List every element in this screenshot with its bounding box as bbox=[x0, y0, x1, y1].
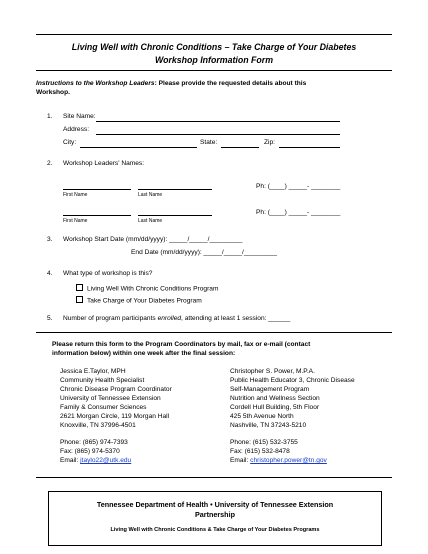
city-label: City: bbox=[63, 139, 77, 146]
zip-label: Zip: bbox=[264, 139, 275, 146]
contact-right-fax: Fax: (615) 532-8478 bbox=[230, 448, 290, 455]
start-date-field[interactable]: Workshop Start Date (mm/dd/yyyy): _____/_____/_________ bbox=[63, 236, 243, 243]
section-rule bbox=[36, 332, 392, 333]
contact-left-line: University of Tennessee Extension bbox=[60, 395, 161, 402]
address-label: Address: bbox=[63, 126, 90, 133]
leader2-first-name-caption: First Name bbox=[63, 218, 88, 224]
contact-right-line: Public Health Educator 3, Chronic Disease bbox=[230, 377, 355, 384]
contact-left-fax: Fax: (865) 974-5370 bbox=[60, 448, 120, 455]
leader2-first-name-field[interactable] bbox=[63, 215, 131, 216]
instructions-line2: Workshop. bbox=[36, 89, 70, 96]
option-take-charge[interactable] bbox=[76, 296, 202, 305]
q2-number: 2. bbox=[47, 160, 53, 167]
contact-left-line: 2621 Morgan Circle, 119 Morgan Hall bbox=[60, 413, 170, 420]
title-rule bbox=[36, 70, 392, 71]
option-living-well[interactable] bbox=[76, 284, 218, 293]
q5-text-em: enrolled bbox=[157, 315, 182, 322]
contact-left-phone: Phone: (865) 974-7393 bbox=[60, 439, 128, 446]
contact-right bbox=[230, 367, 355, 430]
contact-right-line: Nashville, TN 37243-5210 bbox=[230, 422, 307, 429]
workshop-type-label: What type of workshop is this? bbox=[63, 270, 153, 277]
leader1-first-name-caption: First Name bbox=[63, 192, 88, 198]
footer-rule bbox=[36, 477, 392, 478]
footer-line3: Living Well with Chronic Conditions & Take Charge of Your Diabetes Programs bbox=[110, 527, 320, 533]
form-title-line2: Workshop Information Form bbox=[154, 55, 274, 65]
instructions-lead: Instructions to the Workshop Leaders bbox=[36, 80, 155, 87]
contact-left-line: Community Health Specialist bbox=[60, 377, 145, 384]
contact-right-comm bbox=[230, 438, 327, 465]
contact-left bbox=[60, 367, 172, 430]
email-label: Email: bbox=[230, 457, 251, 464]
q5-number: 5. bbox=[47, 315, 53, 322]
address-field[interactable] bbox=[96, 134, 340, 135]
contact-left-line: Family & Consumer Sciences bbox=[60, 404, 147, 411]
q4-number: 4. bbox=[47, 270, 53, 277]
return-instructions-line1: Please return this form to the Program Coordinators by mail, fax or e-mail (contact bbox=[52, 341, 311, 348]
option-label: Living Well With Chronic Conditions Program bbox=[87, 285, 219, 293]
checkbox[interactable] bbox=[76, 284, 83, 291]
leader1-first-name-field[interactable] bbox=[63, 189, 131, 190]
contact-left-email-link[interactable]: jtaylo22@utk.edu bbox=[80, 457, 132, 464]
contact-left-line: Knoxville, TN 37996-4501 bbox=[60, 422, 136, 429]
state-field[interactable] bbox=[221, 147, 259, 148]
leader2-last-name-field[interactable] bbox=[138, 215, 212, 216]
leader1-phone[interactable]: Ph: (____) _____- ________ bbox=[256, 183, 341, 190]
leader2-last-name-caption: Last Name bbox=[138, 218, 163, 224]
footer-line1: Tennessee Department of Health • University of Tennessee Extension bbox=[96, 500, 334, 509]
top-rule bbox=[36, 34, 392, 35]
form-title-line1: Living Well with Chronic Conditions – Take Charge of Your Diabetes bbox=[71, 42, 357, 52]
q1-number: 1. bbox=[47, 113, 53, 120]
contact-right-line: Self-Management Program bbox=[230, 386, 310, 393]
participants-field[interactable] bbox=[63, 315, 290, 322]
footer-line2: Partnership bbox=[195, 510, 235, 519]
leader2-phone[interactable]: Ph: (____) _____- ________ bbox=[256, 209, 341, 216]
contact-right-line: Christopher S. Power, M.P.A. bbox=[230, 368, 315, 375]
site-name-label: Site Name: bbox=[63, 113, 96, 120]
end-date-field[interactable]: End Date (mm/dd/yyyy): _____/_____/_________ bbox=[131, 249, 277, 256]
contact-left-line: Jessica E.Taylor, MPH bbox=[60, 368, 126, 375]
site-name-field[interactable] bbox=[96, 121, 340, 122]
leaders-label: Workshop Leaders' Names: bbox=[63, 160, 145, 167]
zip-field[interactable] bbox=[279, 147, 340, 148]
state-label: State: bbox=[200, 139, 218, 146]
return-instructions-line2: information below) within one week after the final session: bbox=[52, 350, 236, 357]
q3-number: 3. bbox=[47, 236, 53, 243]
option-label: Take Charge of Your Diabetes Program bbox=[87, 297, 202, 305]
contact-right-line: 425 5th Avenue North bbox=[230, 413, 294, 420]
q5-text-pre: Number of program participants bbox=[63, 315, 158, 322]
contact-right-line: Nutrition and Wellness Section bbox=[230, 395, 320, 402]
contact-right-email-row bbox=[230, 456, 327, 465]
contact-right-phone: Phone: (615) 532-3755 bbox=[230, 439, 298, 446]
contact-right-line: Cordell Hull Building, 5th Floor bbox=[230, 404, 320, 411]
leader1-last-name-field[interactable] bbox=[138, 189, 212, 190]
email-label: Email: bbox=[60, 457, 81, 464]
contact-left-line: Chronic Disease Program Coordinator bbox=[60, 386, 172, 393]
city-field[interactable] bbox=[80, 147, 197, 148]
q5-text-post: , attending at least 1 session: ______ bbox=[181, 315, 291, 322]
contact-right-email-link[interactable]: christopher.power@tn.gov bbox=[250, 457, 327, 464]
leader1-last-name-caption: Last Name bbox=[138, 192, 163, 198]
checkbox[interactable] bbox=[76, 296, 83, 303]
instructions-rest: : Please provide the requested details about this bbox=[154, 80, 307, 87]
instructions bbox=[36, 80, 306, 87]
contact-left-comm bbox=[60, 438, 131, 465]
contact-left-email-row bbox=[60, 456, 131, 465]
